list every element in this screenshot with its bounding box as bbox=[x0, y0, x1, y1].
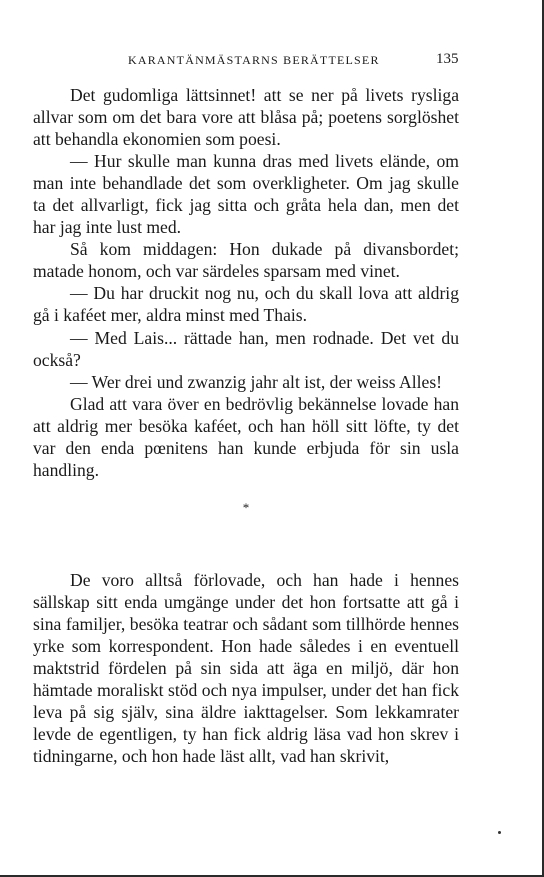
page-number: 135 bbox=[436, 51, 459, 67]
paragraph: Glad att vara över en bedrövlig bekännelse lovade han att aldrig mer besöka kaféet, och han höll sitt löfte, ty det var den enda pœnitens han kunde erbjuda för sin usla handling. bbox=[33, 393, 459, 480]
paragraph: — Med Lais... rättade han, men rodnade. Det vet du också? bbox=[33, 327, 459, 370]
paragraph: — Hur skulle man kunna dras med livets elände, om man inte behandlade det som overkligheter. Om jag skulle ta det allvarligt, fick jag sitta och gråta hela dan, men det har jag inte lust med. bbox=[33, 151, 459, 238]
paragraph: De voro alltså förlovade, och han hade i hennes sällskap sitt enda umgänge under det hon fortsatte att gå i sina familjer, besöka teatrar och sådant som tillhörde hennes yrke som korrespondent. Hon hade således i en eventuell maktstrid fördelen på sin sida att äga en miljö, där hon hämtade moraliskt stöd och nya impulser, under det han fick leva på sig själv, sina äldre iakttagelser. Som lekkamrater levde de egentligen, ty han fick aldrig läsa vad hon skrev i tidningarne, och hon hade läst allt, vad han skrivit, bbox=[33, 569, 459, 767]
paragraph: Det gudomliga lättsinnet! att se ner på livets rysliga allvar som om det bara vore att blåsa på; poetens sorglöshet att behandla ekonomien som poesi. bbox=[33, 85, 459, 150]
paragraph: — Wer drei und zwanzig jahr alt ist, der weiss Alles! bbox=[70, 371, 443, 392]
section-separator: * bbox=[242, 499, 250, 515]
paragraph: — Du har druckit nog nu, och du skall lova att aldrig gå i kaféet mer, aldra minst med Thais. bbox=[33, 283, 459, 326]
print-speck bbox=[498, 831, 501, 834]
body-text bbox=[33, 84, 459, 767]
paragraph: Så kom middagen: Hon dukade på divansbordet; matade honom, och var särdeles sparsam med vinet. bbox=[33, 239, 459, 282]
running-title: KARANTÄNMÄSTARNS BERÄTTELSER bbox=[128, 53, 380, 67]
